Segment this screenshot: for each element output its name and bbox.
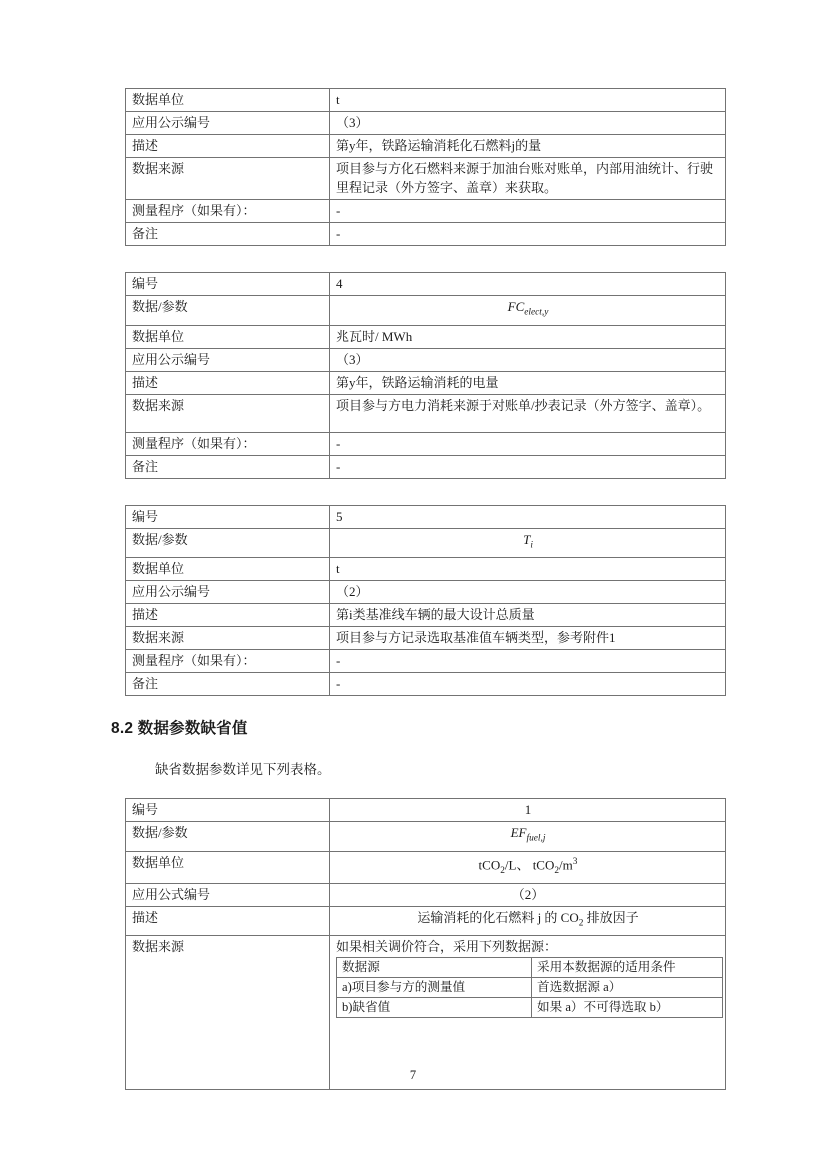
- table-row: [126, 112, 726, 135]
- table-row: [126, 432, 726, 455]
- row-label: 应用公示编号: [126, 348, 330, 371]
- row-value: -: [330, 455, 726, 478]
- row-value: -: [330, 432, 726, 455]
- page-content: [111, 88, 714, 1090]
- row-label: 编号: [126, 799, 330, 822]
- inner-cell-source: a)项目参与方的测量值: [337, 978, 532, 998]
- table-row: [126, 650, 726, 673]
- row-label: 数据来源: [126, 158, 330, 200]
- row-label: 应用公示编号: [126, 112, 330, 135]
- row-label: 数据来源: [126, 394, 330, 432]
- table-row: [126, 906, 726, 936]
- table-row: [126, 135, 726, 158]
- row-value: 5: [330, 505, 726, 528]
- row-label: 数据来源: [126, 936, 330, 1090]
- table-row: [126, 158, 726, 200]
- row-label: 备注: [126, 223, 330, 246]
- row-label: 编号: [126, 273, 330, 296]
- row-label: 数据单位: [126, 558, 330, 581]
- row-label: 编号: [126, 505, 330, 528]
- table-row: [126, 528, 726, 558]
- table-row: [126, 581, 726, 604]
- table-row: [126, 505, 726, 528]
- row-value: t: [330, 558, 726, 581]
- row-value: -: [330, 673, 726, 696]
- row-value: 1: [330, 799, 726, 822]
- row-label: 数据单位: [126, 851, 330, 883]
- inner-cell-condition: 首选数据源 a）: [532, 978, 723, 998]
- row-label: 测量程序（如果有）：: [126, 432, 330, 455]
- data-source-inner-table: [336, 957, 723, 1018]
- table-row: [126, 200, 726, 223]
- inner-table-header-row: [337, 958, 723, 978]
- table-row: [126, 799, 726, 822]
- table-row: [126, 223, 726, 246]
- data-source-intro: 如果相关调价符合，采用下列数据源：: [336, 939, 558, 955]
- inner-header-condition: 采用本数据源的适用条件: [532, 958, 723, 978]
- row-value: 第y年，铁路运输消耗的电量: [330, 371, 726, 394]
- row-label: 数据/参数: [126, 528, 330, 558]
- table-row-data-source: [126, 936, 726, 1090]
- subscript-2: 2: [578, 918, 584, 929]
- table-row: [126, 455, 726, 478]
- inner-table-row: [337, 998, 723, 1018]
- table-row: [126, 394, 726, 432]
- row-label: 描述: [126, 371, 330, 394]
- row-label: 应用公式编号: [126, 883, 330, 906]
- row-value: -: [330, 650, 726, 673]
- formula-subscript: fuel,j: [526, 833, 546, 844]
- table-no-5-t-i: [125, 505, 726, 697]
- section-paragraph: 缺省数据参数详见下列表格。: [155, 762, 331, 778]
- formula-base: FC: [507, 299, 525, 314]
- row-label: 描述: [126, 135, 330, 158]
- table-row: [126, 325, 726, 348]
- row-label: 测量程序（如果有）：: [126, 650, 330, 673]
- row-value: 第y年，铁路运输消耗化石燃料j的量: [330, 135, 726, 158]
- table-no-1-ef-fuel: [125, 798, 726, 1090]
- inner-cell-condition: 如果 a）不可得选取 b）: [532, 998, 723, 1018]
- section-heading: 8.2 数据参数缺省值: [111, 720, 248, 738]
- row-label: 描述: [126, 906, 330, 936]
- row-label: 备注: [126, 673, 330, 696]
- table-row: [126, 822, 726, 852]
- table-row: [126, 296, 726, 326]
- row-label: 备注: [126, 455, 330, 478]
- formula-base: EF: [510, 825, 527, 841]
- table-row: [126, 348, 726, 371]
- row-value: （2）: [330, 883, 726, 906]
- row-value-data-source: [330, 936, 726, 1090]
- row-label: 数据/参数: [126, 822, 330, 852]
- inner-cell-source: b)缺省值: [337, 998, 532, 1018]
- row-value-units: tCO$_2$/L、 $tCO_2/m^3$: [330, 851, 726, 883]
- table-row: [126, 89, 726, 112]
- row-value: t: [330, 89, 726, 112]
- superscript-3: 3: [572, 856, 578, 867]
- table-row: [126, 273, 726, 296]
- table-row: [126, 604, 726, 627]
- subscript-2: 2: [500, 865, 505, 876]
- table-row: [126, 673, 726, 696]
- row-value-formula: [330, 528, 726, 558]
- formula-base: T: [523, 531, 531, 547]
- row-value: （2）: [330, 581, 726, 604]
- row-value: 项目参与方化石燃料来源于加油台账对账单，内部用油统计、行驶里程记录（外方签字、盖章）来获取。: [330, 158, 726, 200]
- row-label: 数据单位: [126, 325, 330, 348]
- row-label: 数据/参数: [126, 296, 330, 326]
- page-number: 7: [409, 1068, 417, 1082]
- row-value: 第i类基准线车辆的最大设计总质量: [330, 604, 726, 627]
- table-row: [126, 851, 726, 883]
- table-row: [126, 627, 726, 650]
- row-value: 4: [330, 273, 726, 296]
- row-value: 项目参与方电力消耗来源于对账单/抄表记录（外方签字、盖章）。: [330, 394, 726, 432]
- formula-subscript: i: [530, 540, 533, 551]
- row-label: 描述: [126, 604, 330, 627]
- row-value: 兆瓦时/ MWh: [330, 325, 726, 348]
- table-spacer: [125, 246, 703, 272]
- row-value: -: [330, 200, 726, 223]
- row-value: （3）: [330, 112, 726, 135]
- row-label: 数据单位: [126, 89, 330, 112]
- formula-subscript: elect,y: [524, 307, 549, 318]
- table-spacer: [125, 479, 703, 505]
- inner-table-row: [337, 978, 723, 998]
- row-value-formula: [330, 296, 726, 326]
- row-label: 数据来源: [126, 627, 330, 650]
- table-row: [126, 883, 726, 906]
- row-label: 应用公示编号: [126, 581, 330, 604]
- row-value-description: 运输消耗的化石燃料 j 的 $CO_2$ 排放因子: [330, 906, 726, 936]
- table-row: [126, 558, 726, 581]
- table-row: [126, 371, 726, 394]
- row-value-formula: [330, 822, 726, 852]
- inner-header-source: 数据源: [337, 958, 532, 978]
- table-no-4-fc-elect: [125, 272, 726, 479]
- row-label: 测量程序（如果有）：: [126, 200, 330, 223]
- row-value: -: [330, 223, 726, 246]
- row-value: 项目参与方记录选取基准值车辆类型，参考附件1: [330, 627, 726, 650]
- row-value: （3）: [330, 348, 726, 371]
- subscript-2: 2: [554, 865, 560, 876]
- table-fc-fuel-continued: [125, 88, 726, 246]
